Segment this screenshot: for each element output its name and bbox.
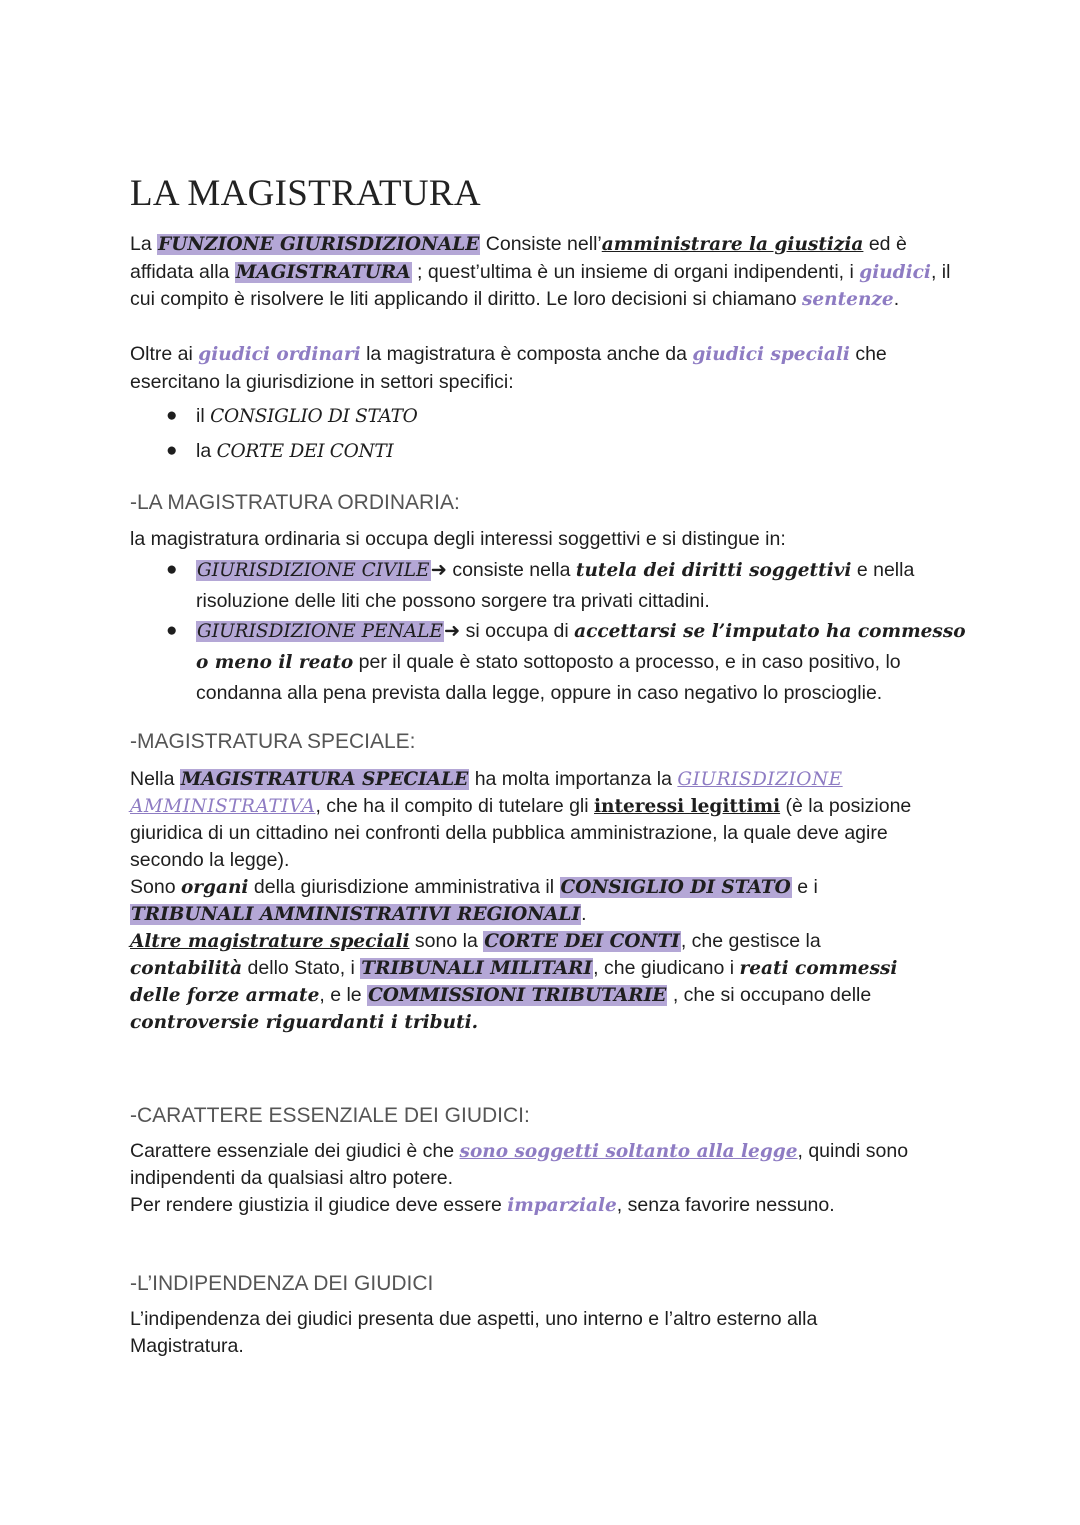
- bullet-icon: ●: [166, 559, 178, 580]
- text: , e le: [319, 984, 368, 1006]
- text: sono la: [409, 930, 484, 952]
- term-imparziale: imparziale: [507, 1195, 617, 1216]
- text: ed è affidata alla: [130, 233, 907, 283]
- text: , quindi sono indipendenti da qualsiasi altro potere.: [130, 1140, 909, 1189]
- text: , che si occupano delle: [667, 984, 872, 1006]
- term-reati-commessi: reati commessi delle forze armate: [130, 958, 898, 1006]
- term-altre-magistrature: Altre magistrature speciali: [130, 931, 410, 952]
- text: la: [196, 440, 217, 462]
- term-consiglio-di-stato: CONSIGLIO DI STATO: [210, 406, 418, 427]
- intro-paragraph-2: [130, 341, 960, 469]
- text: Oltre ai: [130, 343, 199, 365]
- text: e i: [791, 876, 818, 898]
- text: e nella risoluzione delle liti che possono sorgere tra privati cittadini.: [196, 559, 915, 612]
- list-item: [130, 555, 956, 616]
- term-tutela: tutela dei diritti soggettivi: [575, 560, 852, 581]
- term-giudici-speciali: giudici speciali: [692, 344, 850, 365]
- section-heading-speciale: -MAGISTRATURA SPECIALE:: [130, 730, 416, 753]
- text: la magistratura ordinaria si occupa degli interessi soggettivi e si distingue in:: [130, 528, 786, 550]
- term-giurisdizione-amministrativa: GIURISDIZIONE AMMINISTRATIVA: [130, 769, 843, 817]
- arrow-icon: ➜: [430, 559, 447, 581]
- list-item: [130, 434, 960, 469]
- text: , il cui compito è risolvere le liti applicando il diritto. Le loro decisioni si chiamano: [130, 260, 951, 310]
- text: (è la posizione giuridica di un cittadino nei confronti della pubblica amministrazione, la quale deve agire secondo la legge).: [130, 795, 912, 871]
- section-heading-ordinaria: -LA MAGISTRATURA ORDINARIA:: [130, 491, 460, 514]
- highlight-corte-dei-conti: CORTE DEI CONTI: [484, 931, 680, 952]
- ordinaria-list: [130, 555, 966, 708]
- text: , senza favorire nessuno.: [616, 1194, 835, 1216]
- section-heading-indipendenza: -L’INDIPENDENZA DEI GIUDICI: [130, 1272, 434, 1295]
- term-giudici: giudici: [859, 261, 931, 283]
- highlight-tribunali-amministrativi: TRIBUNALI AMMINISTRATIVI REGIONALI: [131, 904, 581, 925]
- highlight-giurisdizione-penale: GIURISDIZIONE PENALE: [197, 621, 443, 642]
- term-soggetti-alla-legge: sono soggetti soltanto alla legge: [459, 1141, 798, 1162]
- text: Nella: [130, 768, 180, 790]
- term-accettarsi: accettarsi se l’imputato ha commesso o meno il reato: [196, 621, 966, 673]
- term-corte-dei-conti: CORTE DEI CONTI: [216, 441, 394, 462]
- bullet-icon: ●: [166, 440, 178, 461]
- bullet-icon: ●: [166, 620, 178, 641]
- text: .: [893, 288, 900, 310]
- text: Carattere essenziale dei giudici è che: [130, 1140, 460, 1162]
- text: Per rendere giustizia il giudice deve essere: [130, 1194, 508, 1216]
- text: ; quest’ultima è un insieme di organi indipendenti, i: [411, 260, 860, 283]
- ordinaria-paragraph: [130, 525, 966, 708]
- text: Sono: [130, 876, 181, 898]
- speciale-paragraph: [130, 766, 920, 1036]
- list-item: [130, 616, 966, 708]
- section-heading-carattere: -CARATTERE ESSENZIALE DEI GIUDICI:: [130, 1104, 530, 1127]
- highlight-consiglio-di-stato: CONSIGLIO DI STATO: [560, 877, 791, 898]
- highlight-magistratura: MAGISTRATURA: [235, 261, 411, 283]
- intro-paragraph: [130, 231, 960, 314]
- highlight-tribunali-militari: TRIBUNALI MILITARI: [361, 958, 593, 979]
- list-item: [130, 399, 960, 434]
- term-interessi-legittimi: interessi legittimi: [594, 796, 781, 817]
- text: , che giudicano i: [593, 957, 740, 979]
- text: la magistratura è composta anche da: [360, 343, 693, 365]
- text: si occupa di: [460, 620, 575, 642]
- page-title: LA MAGISTRATURA: [130, 173, 481, 214]
- special-judges-list: [130, 399, 960, 469]
- term-sentenze: sentenze: [802, 289, 894, 310]
- highlight-giurisdizione-civile: GIURISDIZIONE CIVILE: [197, 560, 430, 581]
- text: che esercitano la giurisdizione in settori specifici:: [130, 343, 887, 393]
- arrow-icon: ➜: [443, 620, 461, 642]
- highlight-funzione-giurisdizionale: FUNZIONE GIURISDIZIONALE: [158, 234, 480, 255]
- indipendenza-paragraph: L’indipendenza dei giudici presenta due aspetti, uno interno e l’altro esterno alla Magistratura.: [130, 1308, 818, 1357]
- bullet-icon: ●: [166, 405, 178, 426]
- text: La: [130, 233, 158, 255]
- text: consiste nella: [446, 559, 576, 581]
- text: della giurisdizione amministrativa il: [248, 876, 560, 898]
- carattere-paragraph: [130, 1138, 920, 1219]
- text: il: [196, 405, 211, 427]
- text: Consiste nell’: [480, 233, 602, 255]
- text: per il quale è stato sottoposto a processo, e in caso positivo, lo condanna alla pena prevista dalla legge, oppure in caso negativo lo proscioglie.: [196, 651, 901, 704]
- term-organi: organi: [180, 877, 249, 898]
- term-controversie: controversie riguardanti i tributi.: [130, 1012, 479, 1033]
- text: .: [581, 903, 587, 925]
- term-contabilita: contabilità: [130, 958, 243, 979]
- text: ha molta importanza la: [469, 768, 678, 790]
- text: , che gestisce la: [680, 930, 821, 952]
- highlight-commissioni-tributarie: COMMISSIONI TRIBUTARIE: [368, 985, 667, 1006]
- text: , che ha il compito di tutelare gli: [315, 795, 595, 817]
- underlined-amministrare: amministrare la giustizia: [601, 234, 864, 255]
- highlight-magistratura-speciale: MAGISTRATURA SPECIALE: [180, 769, 469, 790]
- term-giudici-ordinari: giudici ordinari: [198, 344, 361, 365]
- text: dello Stato, i: [242, 957, 361, 979]
